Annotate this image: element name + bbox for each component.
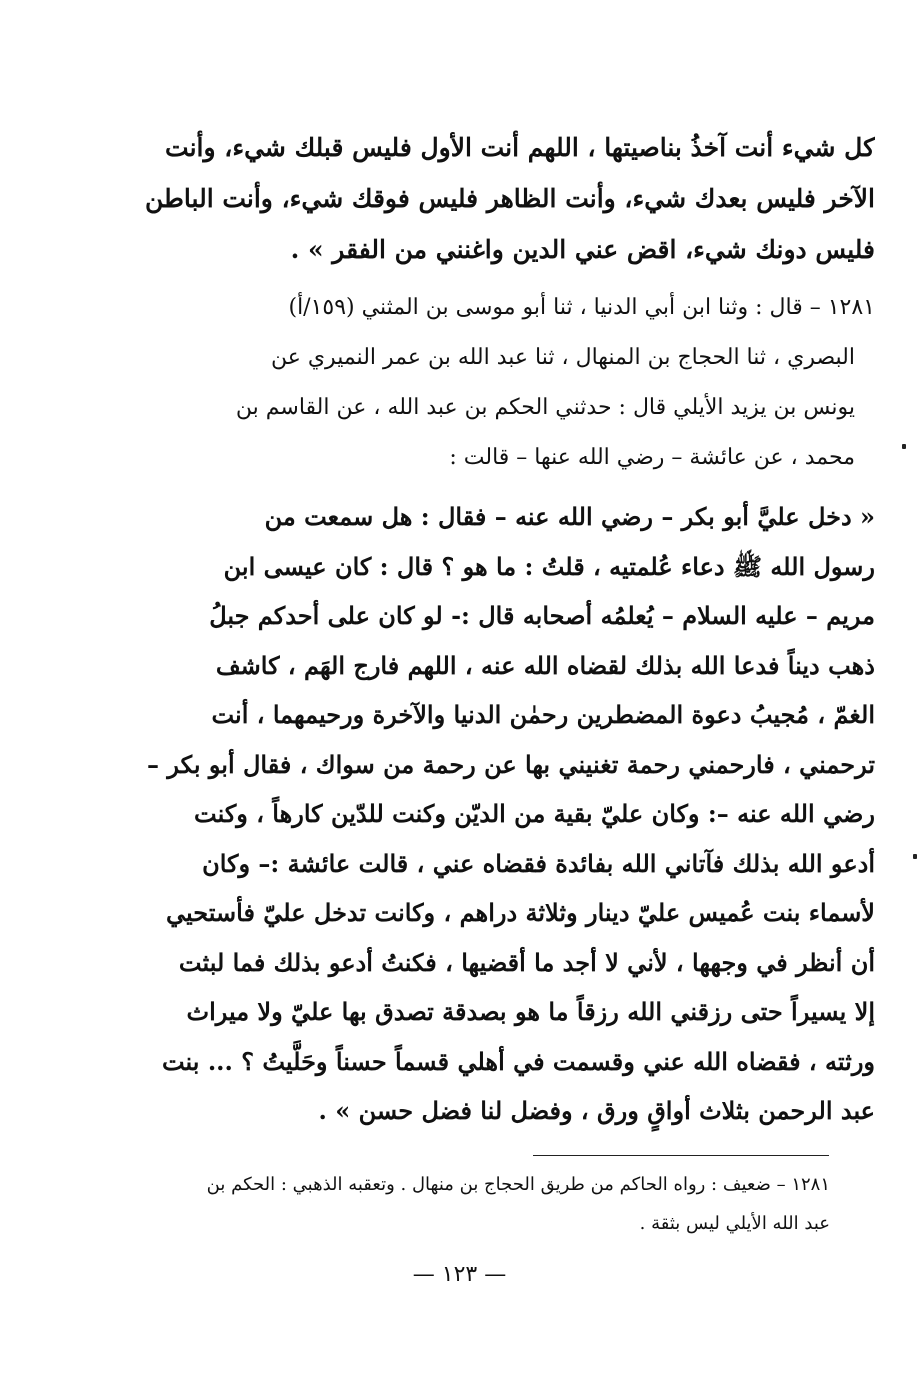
footnote-divider <box>533 1155 829 1156</box>
text-line: أدعو الله بذلك فآتاني الله بفائدة فقضاه عني ، قالت عائشة :– وكان <box>202 848 875 878</box>
text-line: لأسماء بنت عُميس عليّ دينار وثلاثة دراهم ، وكانت تدخل عليّ فأستحيي <box>166 898 875 927</box>
page-number: — ١٢٣ — <box>412 1262 507 1287</box>
text-line: فليس دونك شيء، اقض عني الدين واغنني من الفقر » . <box>290 235 875 264</box>
text-line: الآخر فليس بعدك شيء، وأنت الظاهر فليس فوقك شيء، وأنت الباطن <box>145 184 875 213</box>
hadith-isnad <box>80 283 875 483</box>
hadith-matn <box>140 492 875 1136</box>
text-line: كل شيء أنت آخذُ بناصيتها ، اللهم أنت الأول فليس قبلك شيء، وأنت <box>165 133 875 162</box>
text-line: إلا يسيراً حتى رزقني الله رزقاً ما هو بصدقة تصدق بها عليّ ولا ميراث <box>186 997 875 1026</box>
scan-speck <box>913 854 917 859</box>
footnote-line: ١٢٨١ – ضعيف : رواه الحاكم من طريق الحجاج بن منهال . وتعقبه الذهبي : الحكم بن <box>206 1174 830 1195</box>
text-line: رضي الله عنه –: وكان عليّ بقية من الديّن وكنت للدّين كارهاً ، وكنت <box>194 799 875 828</box>
text-line: عبد الرحمن بثلاث أواقٍ ورق ، وفضل لنا فضل حسن » . <box>318 1096 875 1125</box>
text-line: مريم – عليه السلام – يُعلمُه أصحابه قال :- لو كان على أحدكم جبلُ <box>209 601 875 630</box>
scan-speck <box>902 444 906 449</box>
text-line: أن أنظر في وجهها ، لأني لا أجد ما أقضيها ، فكنتُ أدعو بذلك فما لبثت <box>178 947 875 977</box>
text-line: البصري ، ثنا الحجاج بن المنهال ، ثنا عبد الله بن عمر النميري عن <box>270 345 855 370</box>
text-line: محمد ، عن عائشة – رضي الله عنها – قالت : <box>449 445 855 470</box>
text-line: الغمّ ، مُجيبُ دعوة المضطرين رحمٰن الدنيا والآخرة ورحيمهما ، أنت <box>211 700 875 729</box>
text-line: « دخل عليَّ أبو بكر – رضي الله عنه – فقال : هل سمعت من <box>264 502 875 531</box>
continuation-paragraph <box>140 122 875 275</box>
text-line: ورثته ، فقضاه الله عني وقسمت في أهلي قسماً حسناً وحَلَّيتُ ؟ ... بنت <box>161 1046 875 1076</box>
hadith-number-line: ١٢٨١ – قال : وثنا ابن أبي الدنيا ، ثنا أبو موسى بن المثني (١٥٩/أ) <box>288 295 875 320</box>
text-line: يونس بن يزيد الأيلي قال : حدثني الحكم بن عبد الله ، عن القاسم بن <box>235 395 855 420</box>
text-line: ترحمني ، فارحمني رحمة تغنيني بها عن رحمة من سواك ، فقال أبو بكر – <box>146 749 875 779</box>
text-line: رسول الله ﷺ دعاء عُلمتيه ، قلتُ : ما هو ؟ قال : كان عيسى ابن <box>223 551 875 581</box>
footnote <box>80 1165 830 1243</box>
text-line: ذهب ديناً فدعا الله بذلك لقضاه الله عنه ، اللهم فارج الهَم ، كاشف <box>215 650 875 680</box>
footnote-line: عبد الله الأيلي ليس بثقة . <box>639 1213 830 1234</box>
